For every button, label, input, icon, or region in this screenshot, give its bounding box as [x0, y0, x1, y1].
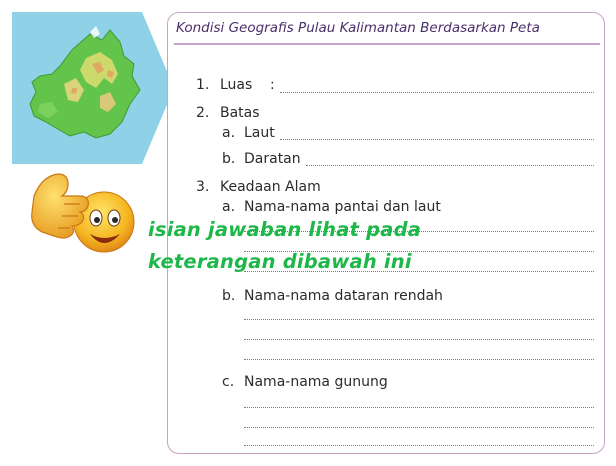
- kalimantan-map-icon: [12, 12, 174, 164]
- daratan-answer-line[interactable]: [306, 165, 594, 166]
- item-2a-letter: a.: [222, 125, 236, 141]
- item-3b-label: Nama-nama dataran rendah: [244, 288, 443, 304]
- item-2a-label: Laut: [244, 125, 275, 141]
- item-3-label: Keadaan Alam: [220, 179, 321, 195]
- item-2b-label: Daratan: [244, 151, 301, 167]
- item-2-number: 2.: [196, 105, 210, 121]
- page-title: Kondisi Geografis Pulau Kalimantan Berdasarkan Peta: [176, 20, 540, 36]
- gunung-answer-line-3[interactable]: [244, 445, 594, 446]
- item-3c-label: Nama-nama gunung: [244, 374, 388, 390]
- thumbs-up-smiley-icon: [24, 166, 142, 262]
- item-3-number: 3.: [196, 179, 210, 195]
- item-1-label: Luas: [220, 77, 253, 93]
- dataran-answer-line-3[interactable]: [244, 359, 594, 360]
- item-3c-letter: c.: [222, 374, 235, 390]
- luas-answer-line[interactable]: [280, 92, 594, 93]
- item-3a-letter: a.: [222, 199, 236, 215]
- laut-answer-line[interactable]: [280, 139, 594, 140]
- item-2b-letter: b.: [222, 151, 236, 167]
- overlay-text-line-2: keterangan dibawah ini: [148, 250, 412, 273]
- overlay-text-line-1: isian jawaban lihat pada: [148, 218, 422, 241]
- item-3a-label: Nama-nama pantai dan laut: [244, 199, 441, 215]
- item-1-number: 1.: [196, 77, 210, 93]
- gunung-answer-line-1[interactable]: [244, 407, 594, 408]
- title-divider: [174, 43, 600, 45]
- item-2-label: Batas: [220, 105, 260, 121]
- item-3b-letter: b.: [222, 288, 236, 304]
- item-1-separator: :: [270, 77, 275, 93]
- dataran-answer-line-1[interactable]: [244, 319, 594, 320]
- gunung-answer-line-2[interactable]: [244, 427, 594, 428]
- dataran-answer-line-2[interactable]: [244, 339, 594, 340]
